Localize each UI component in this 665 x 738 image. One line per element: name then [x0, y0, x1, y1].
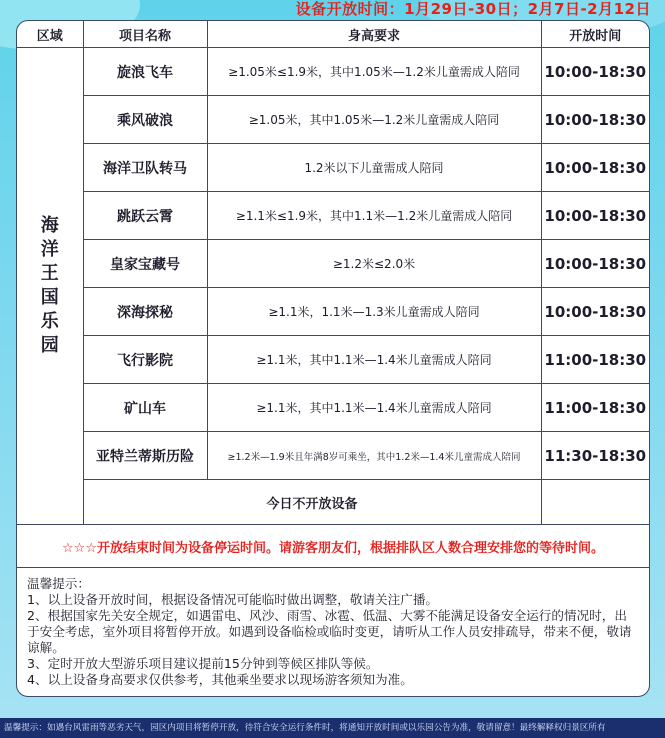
tips-section: [17, 568, 649, 688]
opening-time: 10:00-18:30: [541, 240, 649, 288]
opening-dates-headline: 设备开放时间：1月29日-30日；2月7日-2月12日: [295, 0, 651, 18]
height-requirement: ≥1.1米≤1.9米，其中1.1米—1.2米儿童需成人陪同: [207, 192, 541, 240]
attraction-name: 亚特兰蒂斯历险: [83, 432, 207, 480]
opening-time: 11:00-18:30: [541, 336, 649, 384]
closed-attractions-label: 今日不开放设备: [83, 480, 541, 525]
opening-time: 10:00-18:30: [541, 96, 649, 144]
closed-attractions-value: [541, 480, 649, 525]
column-header-attraction: 项目名称: [83, 21, 207, 48]
table-row: [17, 192, 649, 240]
height-requirement: ≥1.1米，其中1.1米—1.4米儿童需成人陪同: [207, 336, 541, 384]
table-row: [17, 144, 649, 192]
table-row: [17, 384, 649, 432]
table-header-row: [17, 21, 649, 48]
height-requirement: ≥1.2米—1.9米且年满8岁可乘坐，其中1.2米—1.4米儿童需成人陪同: [207, 432, 541, 480]
height-requirement: ≥1.2米≤2.0米: [207, 240, 541, 288]
footer-banner: 温馨提示：如遇台风雷雨等恶劣天气，园区内项目将暂停开放，待符合安全运行条件时，将通知开放时间或以乐园公告为准，敬请留意！最终解释权归景区所有: [0, 718, 665, 738]
height-requirement: ≥1.05米，其中1.05米—1.2米儿童需成人陪同: [207, 96, 541, 144]
height-requirement: ≥1.1米，1.1米—1.3米儿童需成人陪同: [207, 288, 541, 336]
tip-item: 3、定时开放大型游乐项目建议提前15分钟到等候区排队等候。: [27, 656, 379, 671]
attraction-name: 海洋卫队转马: [83, 144, 207, 192]
table-row: [17, 48, 649, 96]
opening-time: 10:00-18:30: [541, 48, 649, 96]
column-header-region: 区域: [17, 21, 83, 48]
red-notice: ☆☆☆开放结束时间为设备停运时间。请游客朋友们，根据排队区人数合理安排您的等待时间。: [17, 525, 649, 568]
opening-time: 10:00-18:30: [541, 288, 649, 336]
table-row: [17, 336, 649, 384]
column-header-time: 开放时间: [541, 21, 649, 48]
table-row: [17, 240, 649, 288]
closed-attractions-row: [17, 480, 649, 525]
schedule-card: [16, 20, 650, 697]
table-row: [17, 432, 649, 480]
opening-time: 11:30-18:30: [541, 432, 649, 480]
table-row: [17, 288, 649, 336]
attraction-name: 矿山车: [83, 384, 207, 432]
region-name: 海洋王国乐园: [40, 215, 59, 356]
region-cell: [17, 48, 83, 525]
height-requirement: ≥1.1米，其中1.1米—1.4米儿童需成人陪同: [207, 384, 541, 432]
attraction-name: 深海探秘: [83, 288, 207, 336]
attraction-name: 皇家宝藏号: [83, 240, 207, 288]
schedule-table: [17, 21, 649, 525]
opening-time: 10:00-18:30: [541, 144, 649, 192]
tips-title: 温馨提示：: [27, 576, 90, 591]
height-requirement: ≥1.05米≤1.9米，其中1.05米—1.2米儿童需成人陪同: [207, 48, 541, 96]
attraction-name: 飞行影院: [83, 336, 207, 384]
tip-item: 2、根据国家先关安全规定，如遇雷电、风沙、雨雪、冰雹、低温、大雾不能满足设备安全运行的情况时，出于安全考虑，室外项目将暂停开放。如遇到设备临检或临时变更，请听从工作人员安排疏导，带来不便，敬请谅解。: [27, 608, 632, 655]
height-requirement: 1.2米以下儿童需成人陪同: [207, 144, 541, 192]
attraction-name: 乘风破浪: [83, 96, 207, 144]
opening-time: 10:00-18:30: [541, 192, 649, 240]
attraction-name: 旋浪飞车: [83, 48, 207, 96]
attraction-name: 跳跃云霄: [83, 192, 207, 240]
column-header-height: 身高要求: [207, 21, 541, 48]
table-row: [17, 96, 649, 144]
opening-time: 11:00-18:30: [541, 384, 649, 432]
tip-item: 4、以上设备身高要求仅供参考，其他乘坐要求以现场游客须知为准。: [27, 672, 413, 687]
tip-item: 1、以上设备开放时间，根据设备情况可能临时做出调整，敬请关注广播。: [27, 592, 439, 607]
